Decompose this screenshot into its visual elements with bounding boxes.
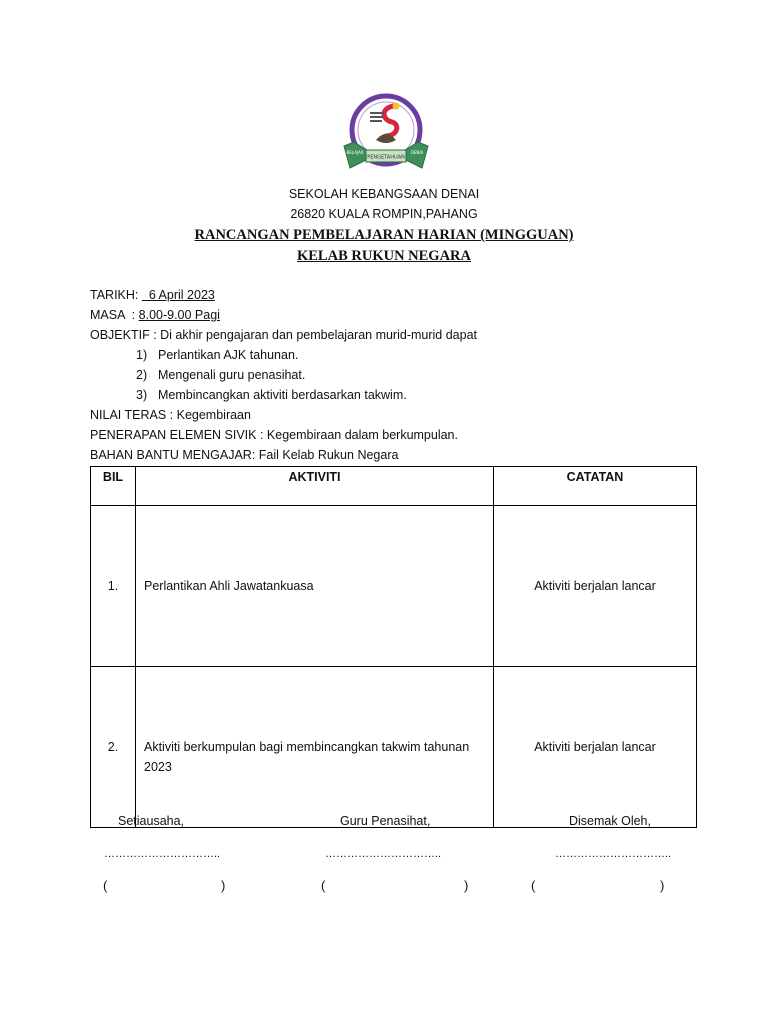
teaching-aid-line: BAHAN BANTU MENGAJAR: Fail Kelab Rukun Negara	[90, 448, 399, 462]
row-note: Aktiviti berjalan lancar	[494, 506, 697, 667]
row-activity: Aktiviti berkumpulan bagi membincangkan takwim tahunan 2023	[136, 667, 494, 828]
date-label: TARIKH:	[90, 288, 139, 302]
row-number: 1.	[91, 506, 136, 667]
advisor-label: Guru Penasihat,	[340, 814, 431, 828]
school-address: 26820 KUALA ROMPIN,PAHANG	[290, 207, 478, 221]
civic-element-line: PENERAPAN ELEMEN SIVIK : Kegembiraan dalam berkumpulan.	[90, 428, 458, 442]
objective-item: 3) Membincangkan aktiviti berdasarkan takwim.	[136, 388, 407, 402]
table-row	[91, 667, 697, 828]
row-note: Aktiviti berjalan lancar	[494, 667, 697, 828]
secretary-label: Setiausaha,	[118, 814, 185, 828]
advisor-name-open: (	[321, 878, 326, 893]
school-logo	[340, 90, 432, 182]
advisor-signature-line: …………………………..	[325, 848, 442, 860]
header-aktiviti: AKTIVITI	[136, 467, 494, 506]
row-activity: Perlantikan Ahli Jawatankuasa	[136, 506, 494, 667]
school-name: SEKOLAH KEBANGSAAN DENAI	[288, 187, 480, 201]
core-value-line: NILAI TERAS : Kegembiraan	[90, 408, 251, 422]
reviewer-signature-line: …………………………..	[555, 848, 672, 860]
svg-text:BELAJAR: BELAJAR	[346, 150, 364, 155]
svg-text:PENGETAHUAN: PENGETAHUAN	[367, 154, 405, 161]
secretary-name-close: )	[221, 878, 226, 893]
svg-text:DENAI: DENAI	[410, 150, 424, 155]
row-number: 2.	[91, 667, 136, 828]
objective-line: OBJEKTIF : Di akhir pengajaran dan pembelajaran murid-murid dapat	[90, 328, 477, 342]
header-catatan: CATATAN	[494, 467, 697, 506]
reviewer-label: Disemak Oleh,	[569, 814, 651, 828]
reviewer-name-open: (	[531, 878, 536, 893]
table-row	[91, 506, 697, 667]
date-line	[90, 288, 215, 302]
table-header-row	[91, 467, 697, 506]
secretary-name-open: (	[103, 878, 108, 893]
reviewer-name-close: )	[660, 878, 665, 893]
activity-table	[90, 466, 697, 828]
time-line	[90, 308, 220, 322]
objective-item: 1) Perlantikan AJK tahunan.	[136, 348, 299, 362]
date-value: 6 April 2023	[141, 288, 215, 302]
club-title: KELAB RUKUN NEGARA	[296, 248, 471, 264]
time-value: 8.00-9.00 Pagi	[138, 308, 220, 322]
advisor-name-close: )	[464, 878, 469, 893]
document-title: RANCANGAN PEMBELAJARAN HARIAN (MINGGUAN)	[194, 227, 574, 243]
objective-item: 2) Mengenali guru penasihat.	[136, 368, 306, 382]
header-bil: BIL	[91, 467, 136, 506]
secretary-signature-line: …………………………..	[104, 848, 221, 860]
time-label: MASA :	[90, 308, 136, 322]
